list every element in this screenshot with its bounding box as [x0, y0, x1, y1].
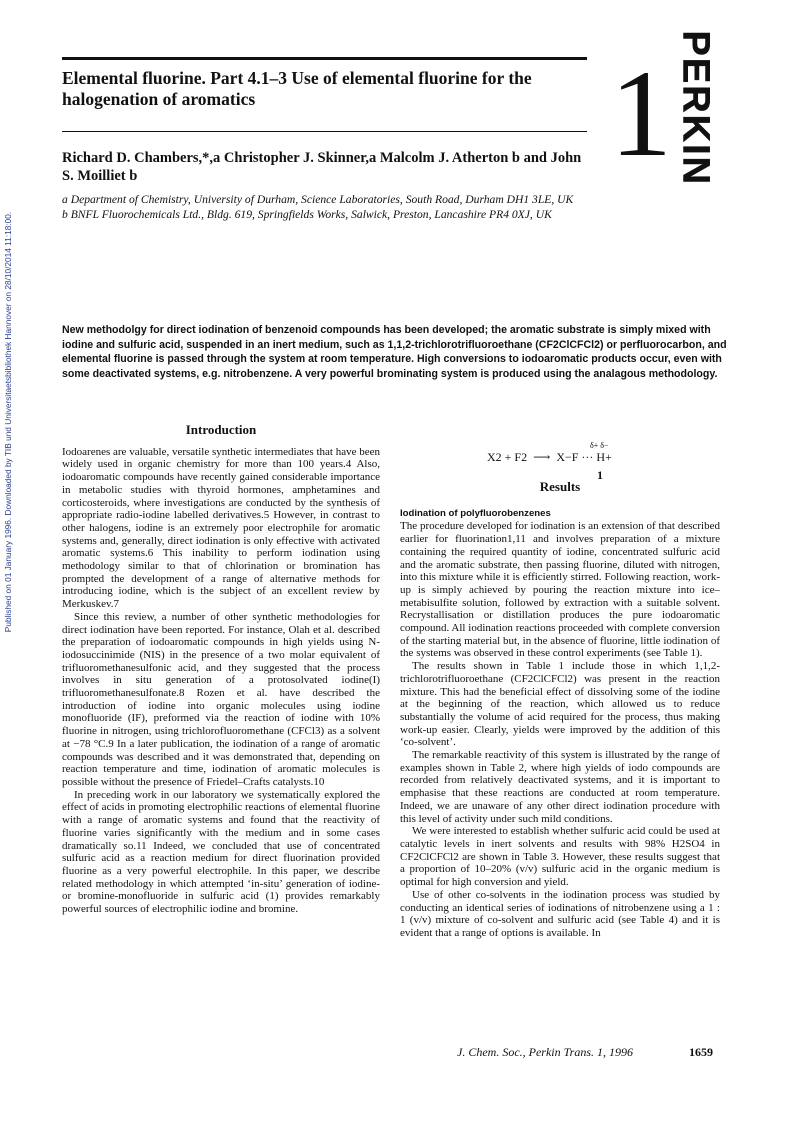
affiliations — [62, 192, 582, 222]
equation-1 — [487, 441, 612, 482]
perkin-logo-word: PERKIN — [674, 30, 717, 187]
left-column — [62, 424, 380, 916]
perkin-logo-number: 1 — [610, 45, 672, 182]
article-title: Elemental fluorine. Part 4.1–3 Use of elemental fluorine for the halogenation of aromatics — [62, 68, 532, 109]
right-column — [400, 481, 720, 940]
author-list: Richard D. Chambers,*,a Christopher J. Skinner,a Malcolm J. Atherton b and John S. Moilliet b — [62, 150, 582, 184]
download-note: Published on 01 January 1996. Downloaded by TIB und Universitaetsbibliothek Hannover on 28/10/2014 11:18:00. — [3, 211, 13, 633]
affiliation-b: b BNFL Fluorochemicals Ltd., Bldg. 619, Springfields Works, Salwick, Preston, Lancashire PR4 0XJ, UK — [62, 208, 552, 221]
affiliation-a: a Department of Chemistry, University of Durham, Science Laboratories, South Road, Durham DH1 3LE, UK — [62, 193, 574, 206]
results-paragraph: The results shown in Table 1 include those in which 1,1,2-trichlorotrifluoroethane (CF2ClCFCl2) was present in the reaction mixture. This had the beneficial effect of dissolving some of the iodine at the beginning of the reaction, which allowed us to reduce substantially the volume of acid required for the process, thus making work-up easier. Clearly, yields were improved by the addition of this ‘co-solvent’. — [400, 660, 720, 749]
journal-citation: J. Chem. Soc., Perkin Trans. 1, 1996 — [457, 1045, 633, 1059]
introduction-heading: Introduction — [185, 422, 257, 437]
equation-rhs: X−F ··· H+ — [556, 450, 612, 464]
equation-charges: δ+ δ− — [590, 441, 609, 450]
results-paragraph: The remarkable reactivity of this system is illustrated by the range of examples shown in Table 2, where high yields of iodo compounds are recorded from relatively deactivated systems, and it is important to emphasise that these reactions are conducted at room temperature. Indeed, we are unaware of any other direct iodination procedure with this level of activity under such mild conditions. — [400, 749, 720, 825]
intro-paragraph: In preceding work in our laboratory we systematically explored the effect of acids in promoting electrophilic reactions of elemental fluorine with a range of aromatic systems and found that the reactivity of fluorine varies significantly with the medium and in some cases dramatically so.11 Indeed, we concluded that use of concentrated sulfuric acid as a reaction medium for direct fluorination provided fluorine as a very powerful electrophile. In this paper, we describe related methodology in which attempted ‘in-situ’ generation of iodine- or bromine-monofluoride in sulfuric acid (1) provides remarkably powerful sources of electrophilic iodine and bromine. — [62, 788, 380, 916]
equation-lhs: X2 + F2 — [487, 450, 528, 464]
results-heading: Results — [539, 479, 581, 494]
results-subheading: Iodination of polyfluorobenzenes — [400, 507, 551, 519]
equation-arrow: ⟶ — [533, 450, 551, 464]
intro-paragraph: Since this review, a number of other synthetic methodologies for direct iodination have been reported. For instance, Olah et al. described the preparation of iodoaromatic compounds in high yields using N-iodosuccinimide (NIS) in the presence of a two molar equivalent of trifluoromethanesulfonic acid, and they suggested that the process involves in situ generation of a protosolvated iodine(I) trifluoromethanesulfonate.8 Rozen et al. have described the introduction of iodine into organic molecules using iodine monofluoride (IF), preformed via the reaction of iodine with 10% fluorine in nitrogen, using trichlorofluoromethane (CFCl3) as a solvent at −78 °C.9 In a later publication, the iodination of a range of aromatic compounds was described and it was demonstrated that, depending on reaction temperature and time, iodination of aromatic molecules is possible without the presence of Friedel–Crafts catalysts.10 — [62, 610, 380, 788]
title-rule — [62, 131, 587, 132]
abstract: New methodolgy for direct iodination of benzenoid compounds has been developed; the aromatic substrate is simply mixed with iodine and sulfuric acid, suspended in an inert medium, such as 1,1,2-trichlorotrifluoroethane (CF2ClCFCl2) or perfluorocarbon, and elemental fluorine is passed through the system at room temperature. High conversions to iodoaromatic products occur, even with some deactivated systems, e.g. nitrobenzene. A very powerful brominating system is produced using the analagous methodology. — [62, 324, 727, 380]
results-paragraph: The procedure developed for iodination is an extension of that described earlier for fluorination1,11 and involves preparation of a mixture containing the required quantity of iodine, concentrated sulfuric acid and the aromatic substrate, then passing fluorine, diluted with nitrogen, into this mixture while it is efficiently stirred. Following reaction, work-up is simply achieved by pouring the reaction mixture into ice–metabisulfite solution, followed by extraction with a suitable solvent. Recrystallisation or distillation produces the pure iodoaromatic compound. All iodination reactions proceeded with complete conversion of the starting material but, in the absence of fluorine, little iodination of the systems was observed in these control experiments (see Table 1). — [400, 520, 720, 660]
equation-label: 1 — [597, 468, 603, 482]
page-number: 1659 — [689, 1045, 713, 1059]
intro-paragraph: Iodoarenes are valuable, versatile synthetic intermediates that have been widely used in organic chemistry for more than 100 years.4 Also, iodoaromatic compounds have recently gained considerable importance in metabolic studies with thyroid hormones, amphetamines and corticosteroids, where investigations are conducted by the synthesis of appropriate radio-iodine labelled derivatives.5 However, in contrast to other halogens, iodine is an extremely poor electrophile for aromatic systems and, generally, direct iodination is only effective with activated aromatic systems.6 This inability to perform iodination using methodology similar to that of chlorination or bromination has prompted the development of a range of alternative methods for introducing iodine, which is the subject of an excellent review by Merkuskev.7 — [62, 445, 380, 611]
top-rule — [62, 57, 587, 60]
results-paragraph: We were interested to establish whether sulfuric acid could be used at catalytic levels in inert solvents and results with 98% H2SO4 in CF2ClCFCl2 are shown in Table 3. However, these results suggest that a proportion of 10–20% (v/v) sulfuric acid in the organic medium is optimal for high conversion and yield. — [400, 825, 720, 889]
results-paragraph: Use of other co-solvents in the iodination process was studied by conducting an identical series of iodinations of nitrobenzene using a 1 : 1 (v/v) mixture of co-solvent and sulfuric acid (see Table 4) and it is evident that a range of options is available. In — [400, 888, 720, 939]
